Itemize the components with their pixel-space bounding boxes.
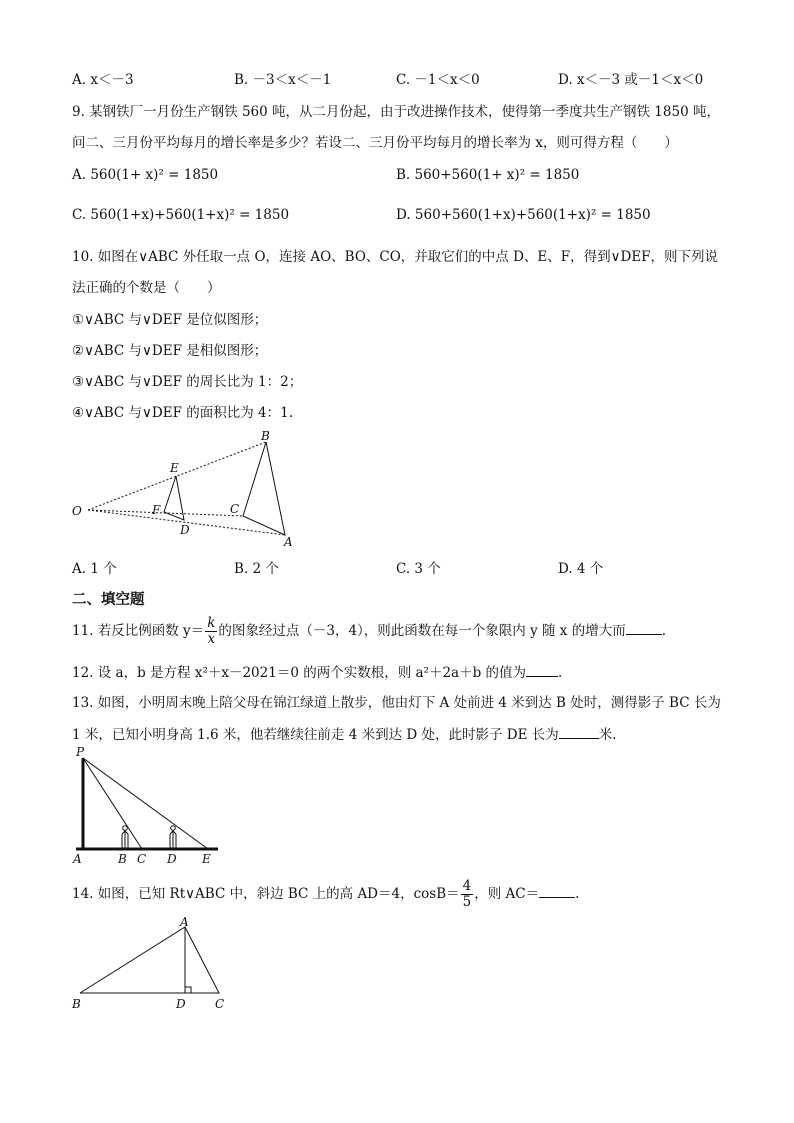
q10-label-f: F bbox=[152, 503, 161, 517]
q14-frac-num: 4 bbox=[462, 877, 472, 894]
q10-text-line1: 10. 如图在∨ABC 外任取一点 O，连接 AO、BO、CO，并取它们的中点 D、E、F，得到∨DEF，则下列说 bbox=[72, 249, 719, 265]
q10-label-b: B bbox=[261, 429, 270, 443]
q13-text-line2 bbox=[72, 723, 617, 743]
q14-figure bbox=[66, 916, 246, 1016]
q10-statement-4: ④∨ABC 与∨DEF 的面积比为 4：1. bbox=[72, 405, 294, 421]
q14-label-d: D bbox=[176, 997, 186, 1011]
q10-figure bbox=[66, 428, 306, 550]
q11-frac-num: k bbox=[207, 614, 216, 631]
q9-option-a: A. 560(1+ x)² = 1850 bbox=[72, 167, 219, 183]
q13-unit: 米. bbox=[598, 727, 617, 743]
q9-text-line2: 问二、三月份平均每月的增长率是多少？若设二、三月份平均每月的增长率为 x，则可得方程（ ） bbox=[72, 135, 678, 151]
q10-option-b: B. 2 个 bbox=[234, 561, 279, 577]
q10-statement-2: ②∨ABC 与∨DEF 是相似图形； bbox=[72, 343, 268, 359]
q13-label-c: C bbox=[137, 852, 147, 866]
q11-text bbox=[72, 616, 666, 647]
q14-text bbox=[72, 877, 579, 911]
q13-answer-blank[interactable] bbox=[559, 738, 599, 739]
q13-label-e: E bbox=[202, 852, 211, 866]
q11-fraction bbox=[205, 614, 217, 647]
q9-option-b: B. 560+560(1+ x)² = 1850 bbox=[396, 167, 580, 183]
q14-answer-blank[interactable] bbox=[539, 897, 575, 898]
q10-text-line2: 法正确的个数是（ ） bbox=[72, 280, 221, 296]
q9-option-d: D. 560+560(1+x)+560(1+x)² = 1850 bbox=[396, 207, 651, 223]
q10-label-e: E bbox=[170, 461, 179, 475]
q10-label-d: D bbox=[180, 523, 190, 537]
q12-text bbox=[72, 661, 562, 681]
q14-label-c: C bbox=[215, 997, 225, 1011]
q8-option-d: D. x＜－3 或－1＜x＜0 bbox=[558, 72, 704, 88]
q14-fraction bbox=[461, 877, 474, 910]
q14-text-before: 14. 如图，已知 Rt∨ABC 中，斜边 BC 上的高 AD＝4，cosB＝ bbox=[72, 886, 460, 902]
q13-text-line1: 13. 如图，小明周末晚上陪父母在锦江绿道上散步，他由灯下 A 处前进 4 米到达 B 处时，测得影子 BC 长为 bbox=[72, 695, 721, 711]
q10-statement-1: ①∨ABC 与∨DEF 是位似图形； bbox=[72, 312, 268, 328]
q10-statement-3: ③∨ABC 与∨DEF 的周长比为 1：2； bbox=[72, 374, 303, 390]
q8-option-b: B. －3＜x＜－1 bbox=[234, 72, 332, 88]
q9-text-line1: 9. 某钢铁厂一月份生产钢铁 560 吨，从二月份起，由于改进操作技术，使得第一季度共生产钢铁 1850 吨， bbox=[72, 104, 720, 120]
q14-text-after: ，则 AC＝ bbox=[474, 886, 540, 902]
q13-label-a: A bbox=[73, 852, 82, 866]
q8-option-c: C. －1＜x＜0 bbox=[396, 72, 480, 88]
q13-text-line2-body: 1 米，已知小明身高 1.6 米，他若继续往前走 4 米到达 D 处，此时影子 DE 长为 bbox=[72, 727, 559, 743]
q10-label-c: C bbox=[230, 502, 240, 516]
q12-text-end: . bbox=[558, 665, 563, 681]
q10-option-d: D. 4 个 bbox=[558, 561, 604, 577]
q11-text-end: . bbox=[661, 623, 667, 639]
q10-option-a: A. 1 个 bbox=[72, 561, 117, 577]
q14-text-end: . bbox=[575, 886, 580, 902]
q12-text-body: 12. 设 a，b 是方程 x²＋x－2021＝0 的两个实数根，则 a²＋2a＋b 的值为 bbox=[72, 665, 527, 681]
q8-option-a: A. x＜－3 bbox=[72, 72, 134, 88]
q10-label-o: O bbox=[72, 504, 82, 518]
q12-answer-blank[interactable] bbox=[526, 676, 558, 677]
q14-label-a: A bbox=[180, 916, 189, 929]
q13-label-b: B bbox=[118, 852, 127, 866]
q11-answer-blank[interactable] bbox=[626, 634, 662, 635]
q10-option-c: C. 3 个 bbox=[396, 561, 441, 577]
q9-option-c: C. 560(1+x)+560(1+x)² = 1850 bbox=[72, 207, 290, 223]
q13-label-d: D bbox=[167, 852, 177, 866]
q13-label-p: P bbox=[76, 746, 85, 759]
q11-text-after: 的图象经过点（－3，4），则此函数在每一个象限内 y 随 x 的增大而 bbox=[218, 623, 626, 639]
q13-figure bbox=[68, 746, 228, 868]
q14-frac-den: 5 bbox=[462, 894, 472, 910]
q11-frac-den: x bbox=[207, 631, 216, 647]
section-title-fill-blank: 二、填空题 bbox=[72, 592, 145, 608]
q10-label-a: A bbox=[284, 535, 293, 549]
q14-label-b: B bbox=[72, 997, 81, 1011]
q11-text-before: 11. 若反比例函数 y＝ bbox=[72, 623, 205, 639]
